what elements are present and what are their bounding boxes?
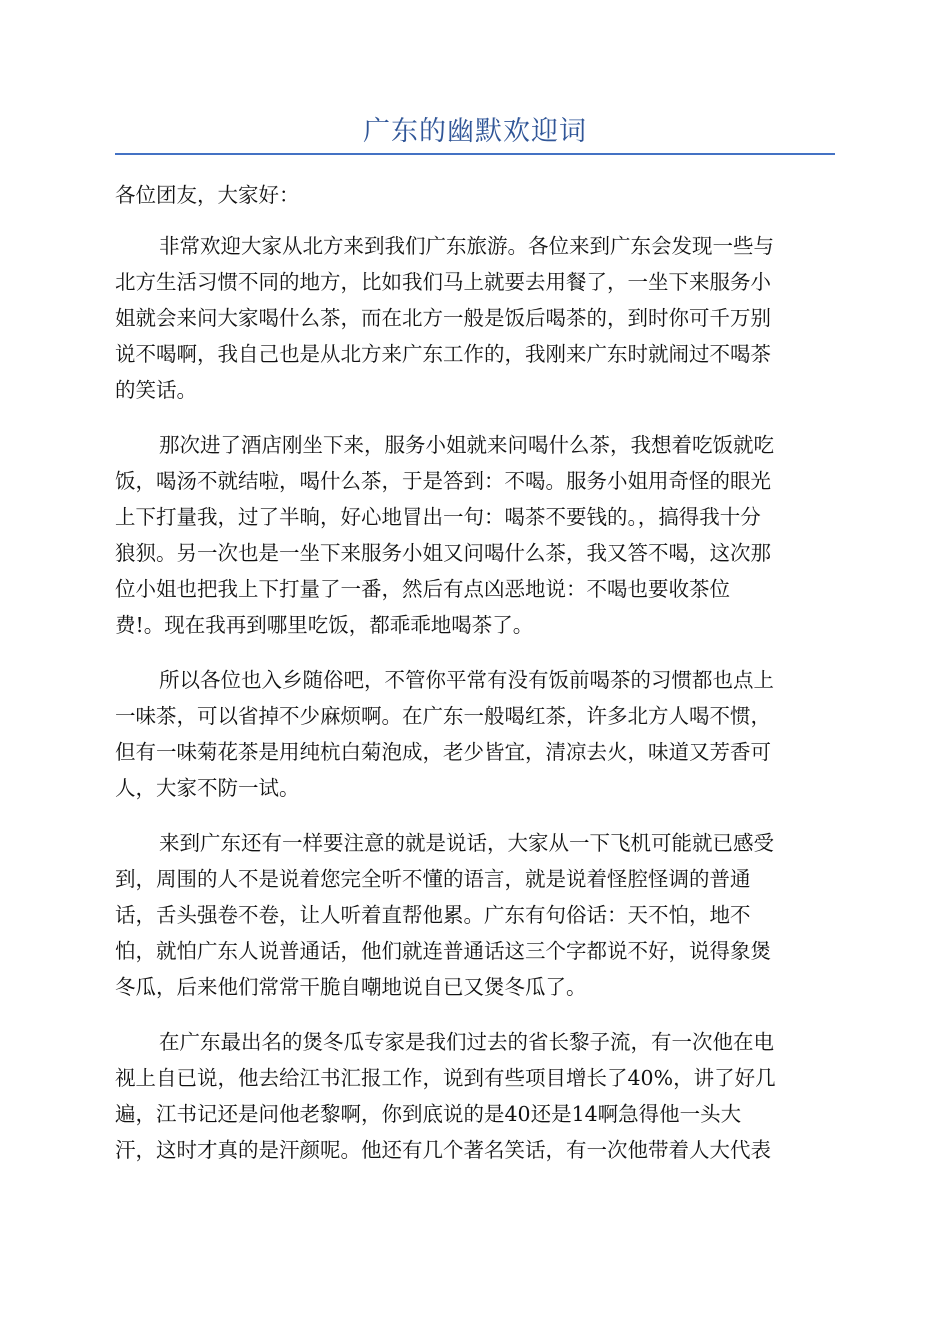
text-line: 非常欢迎大家从北方来到我们广东旅游。各位来到广东会发现一些与 <box>159 234 774 258</box>
text-line: 怕，就怕广东人说普通话，他们就连普通话这三个字都说不好，说得象煲 <box>115 939 771 963</box>
text-line: 上下打量我，过了半晌，好心地冒出一句：喝茶不要钱的。，搞得我十分 <box>115 505 761 529</box>
text-line: 北方生活习惯不同的地方，比如我们马上就要去用餐了，一坐下来服务小 <box>115 270 771 294</box>
text-line: 所以各位也入乡随俗吧，不管你平常有没有饭前喝茶的习惯都也点上 <box>159 668 774 692</box>
text-line: 但有一味菊花茶是用纯杭白菊泡成，老少皆宜，清凉去火，味道又芳香可 <box>115 740 771 764</box>
document-title: 广东的幽默欢迎词 <box>363 116 587 147</box>
text-line: 人，大家不防一试。 <box>115 776 300 800</box>
paragraph <box>115 1024 835 1168</box>
text-line: 费!。现在我再到哪里吃饭，都乖乖地喝茶了。 <box>115 613 534 637</box>
text-line: 话，舌头强卷不卷，让人听着直帮他累。广东有句俗话：天不怕，地不 <box>115 903 751 927</box>
paragraph <box>115 825 835 1005</box>
text-line: 的笑话。 <box>115 378 197 402</box>
text-line: 狼狈。另一次也是一坐下来服务小姐又问喝什么茶，我又答不喝，这次那 <box>115 541 771 565</box>
text-line: 位小姐也把我上下打量了一番，然后有点凶恶地说：不喝也要收茶位 <box>115 577 730 601</box>
paragraph <box>115 427 835 643</box>
text-line: 一味茶，可以省掉不少麻烦啊。在广东一般喝红茶，许多北方人喝不惯， <box>115 704 771 728</box>
body-text <box>115 228 835 1187</box>
text-line: 视上自已说，他去给江书汇报工作，说到有些项目增长了40%，讲了好几 <box>115 1066 776 1090</box>
title-underline-rule <box>115 153 835 155</box>
text-line: 汗，这时才真的是汗颜呢。他还有几个著名笑话，有一次他带着人大代表 <box>115 1138 771 1162</box>
text-line: 冬瓜，后来他们常常干脆自嘲地说自已又煲冬瓜了。 <box>115 975 587 999</box>
paragraph <box>115 662 835 806</box>
text-line: 姐就会来问大家喝什么茶，而在北方一般是饭后喝茶的，到时你可千万别 <box>115 306 771 330</box>
text-line: 来到广东还有一样要注意的就是说话，大家从一下飞机可能就已感受 <box>159 831 774 855</box>
text-line: 那次进了酒店刚坐下来，服务小姐就来问喝什么茶，我想着吃饭就吃 <box>159 433 774 457</box>
text-line: 到，周围的人不是说着您完全听不懂的语言，就是说着怪腔怪调的普通 <box>115 867 751 891</box>
greeting-line: 各位团友，大家好： <box>115 183 300 207</box>
text-line: 说不喝啊，我自己也是从北方来广东工作的，我刚来广东时就闹过不喝茶 <box>115 342 771 366</box>
text-line: 在广东最出名的煲冬瓜专家是我们过去的省长黎子流，有一次他在电 <box>159 1030 774 1054</box>
text-line: 遍，江书记还是问他老黎啊，你到底说的是40还是14啊急得他一头大 <box>115 1102 742 1126</box>
paragraph <box>115 228 835 408</box>
text-line: 饭，喝汤不就结啦，喝什么茶，于是答到：不喝。服务小姐用奇怪的眼光 <box>115 469 771 493</box>
